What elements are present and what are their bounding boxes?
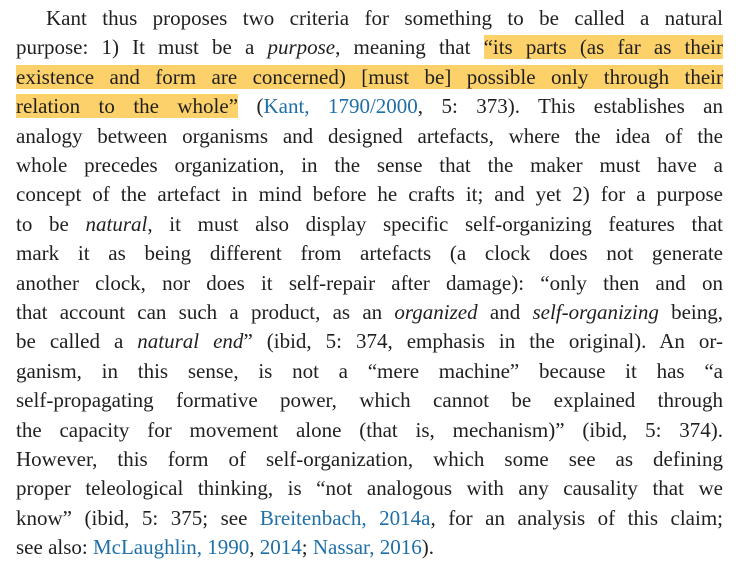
text-span: , for an analysis of this claim; xyxy=(430,505,723,530)
text-line xyxy=(16,473,723,503)
emphasis-text: natural end xyxy=(137,329,244,354)
text-span: ; xyxy=(301,535,313,560)
text-span: ). xyxy=(421,535,434,560)
highlighted-text: relation to the whole” xyxy=(16,94,239,119)
text-span: that account can such a product, as an xyxy=(16,300,395,324)
citation-link[interactable]: Nassar, 2016 xyxy=(312,535,422,560)
text-line xyxy=(16,444,723,474)
text-line xyxy=(46,3,723,33)
text-span: whole precedes organization, in the sense that the maker must have a xyxy=(16,153,723,177)
text-span: proper teleological thinking, is “not analogous with any causality that we xyxy=(16,476,723,501)
text-span: ganism, in this sense, is not a “mere machine” because it has “a xyxy=(16,358,723,383)
text-span: ( xyxy=(238,94,264,119)
text-line xyxy=(16,356,723,386)
text-span: Kant thus proposes two criteria for something to be called a natural xyxy=(46,6,723,30)
text-line xyxy=(16,385,723,415)
emphasis-text: self-organizing xyxy=(532,300,659,324)
text-line xyxy=(16,238,723,268)
emphasis-text: purpose xyxy=(267,35,336,60)
text-span: being, xyxy=(658,300,723,324)
text-line xyxy=(16,415,723,445)
text-line xyxy=(16,121,723,151)
text-line xyxy=(16,209,723,239)
text-line xyxy=(16,62,723,92)
text-line xyxy=(16,179,723,209)
text-span: , it must also display specific self-organizing features that xyxy=(147,211,724,236)
citation-link[interactable]: 2014 xyxy=(259,535,302,560)
text-span: analogy between organisms and designed artefacts, where the idea of the xyxy=(16,123,723,148)
text-span: see also: xyxy=(16,535,93,560)
text-line xyxy=(16,532,723,562)
text-span: purpose: 1) It must be a xyxy=(16,35,268,60)
citation-link[interactable]: Breitenbach, 2014a xyxy=(259,505,431,530)
text-span: mark it as being different from artefacts (a clock does not generate xyxy=(16,241,723,266)
text-line xyxy=(16,32,723,62)
text-line xyxy=(16,91,723,121)
citation-link[interactable]: Kant, 1790/2000 xyxy=(263,94,418,119)
highlighted-text: “its parts (as far as their xyxy=(483,35,723,60)
text-line xyxy=(16,503,723,533)
text-line xyxy=(16,268,723,298)
text-span: know” (ibid, 5: 375; see xyxy=(16,505,260,530)
text-span: , xyxy=(249,535,260,560)
text-span: another clock, nor does it self-repair after damage): “only then and on xyxy=(16,270,723,295)
text-span: , meaning that xyxy=(335,35,484,60)
text-span: self-propagating formative power, which cannot be explained through xyxy=(16,388,723,413)
text-span: to be xyxy=(16,211,86,236)
text-line xyxy=(16,326,723,356)
text-line xyxy=(16,297,723,327)
citation-link[interactable]: McLaughlin, 1990 xyxy=(92,535,250,560)
text-span: concept of the artefact in mind before he crafts it; and yet 2) for a purpose xyxy=(16,182,723,207)
text-span: be called a xyxy=(16,329,138,354)
text-span: However, this form of self-organization, which some see as defining xyxy=(16,447,723,471)
highlighted-text: existence and form are concerned) [must be] possible only through their xyxy=(16,64,723,89)
text-span: , 5: 373). This establishes an xyxy=(417,94,723,119)
text-span: and xyxy=(477,300,533,324)
text-span: ” (ibid, 5: 374, emphasis in the original). An or- xyxy=(243,329,723,354)
emphasis-text: organized xyxy=(394,300,478,324)
text-line xyxy=(16,150,723,180)
text-span: the capacity for movement alone (that is, mechanism)” (ibid, 5: 374). xyxy=(16,417,723,442)
emphasis-text: natural xyxy=(85,211,148,236)
